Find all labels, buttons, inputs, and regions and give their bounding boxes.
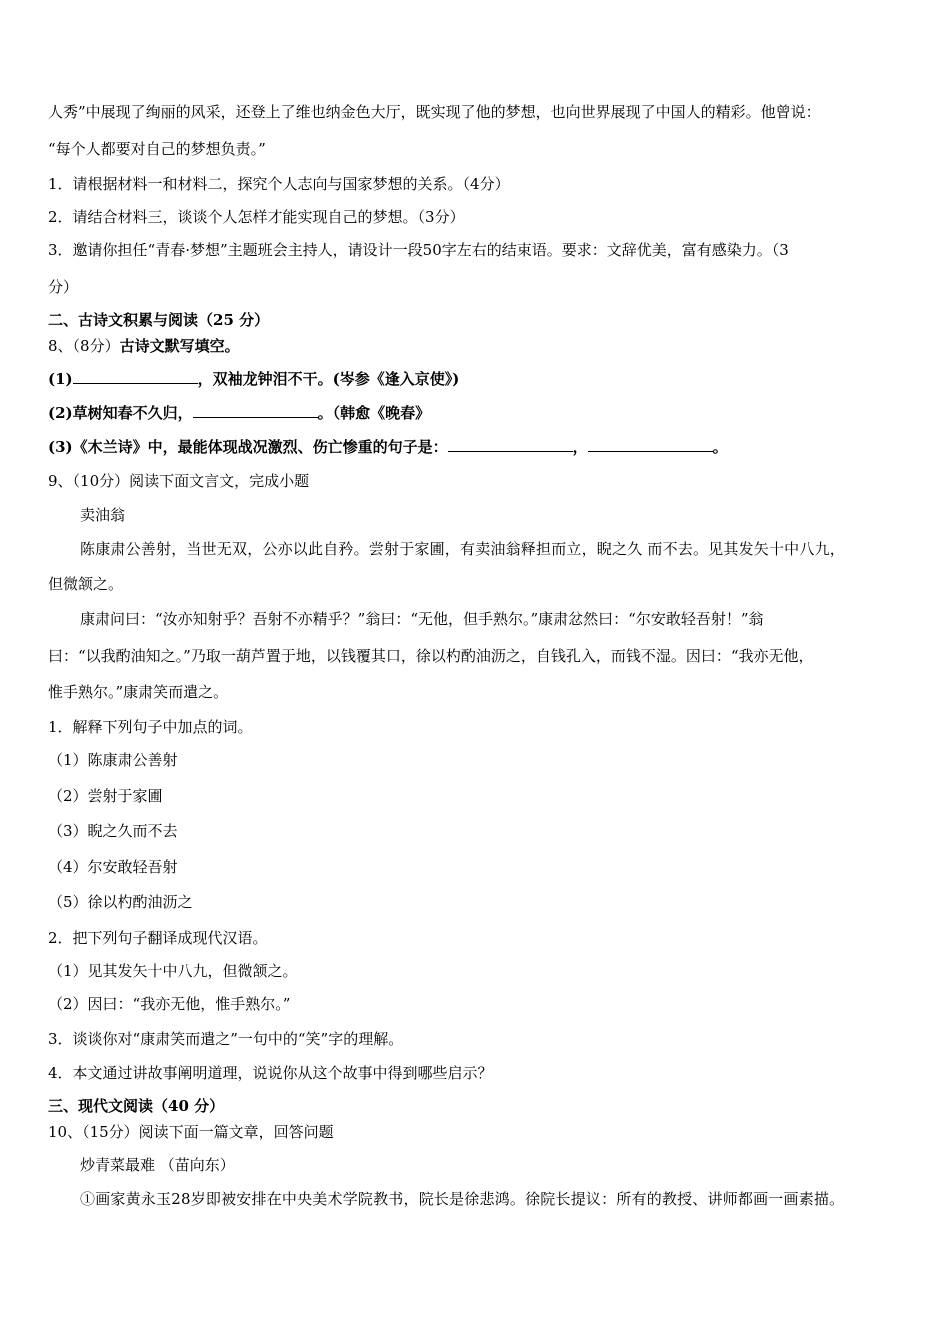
q8-line1-end: ，双袖龙钟泪不干。(岑参《逢入京使》): [197, 370, 460, 388]
q9-sub-1: 1．解释下列句子中加点的词。: [48, 718, 253, 736]
q8-line2-start: (2)草树知春不久归，: [48, 404, 193, 422]
q8-line1-start: (1): [48, 370, 73, 388]
q8-prefix: 8、（8分）: [48, 337, 120, 355]
section-3-title: 三、现代文阅读（40 分）: [48, 1097, 225, 1115]
q8-line-2: [48, 403, 914, 423]
q8-line-3: [48, 437, 914, 457]
q9-passage-line-4: 曰：“以我酌油知之。”乃取一葫芦置于地，以钱覆其口，徐以杓酌油沥之，自钱孔入，而钱不湿。因曰：“我亦无他，: [48, 647, 814, 665]
q9-sub2-item-1: （1）见其发矢十中八九，但微颔之。: [48, 962, 298, 980]
q9-passage-line-1: 陈康肃公善射，当世无双，公亦以此自矜。尝射于家圃，有卖油翁释担而立，睨之久 而不去。见其发矢十中八九，: [80, 540, 845, 558]
section-2-title: 二、古诗文积累与阅读（25 分）: [48, 311, 270, 329]
q9-sub-4: 4．本文通过讲故事阐明道理，说说你从这个故事中得到哪些启示？: [48, 1064, 493, 1082]
answer-blank[interactable]: [448, 437, 573, 452]
q9-passage-title: 卖油翁: [80, 506, 126, 524]
q9-sub1-item-3: （3）睨之久而不去: [48, 822, 178, 840]
q9-sub-2: 2．把下列句子翻译成现代汉语。: [48, 929, 268, 947]
q8-line2-end: 。（韩愈《晚春》: [317, 404, 431, 422]
q7-item-1: 1．请根据材料一和材料二，探究个人志向与国家梦想的关系。（4分）: [48, 175, 510, 193]
q9-sub1-item-4: （4）尔安敢轻吾射: [48, 858, 178, 876]
q10-article-title: 炒青菜最难 （苗向东）: [80, 1156, 235, 1174]
q9-sub-3: 3．谈谈你对“康肃笑而遣之”一句中的“笑”字的理解。: [48, 1030, 404, 1048]
q8-header: [48, 336, 914, 356]
q7-item-2: 2．请结合材料三，谈谈个人怎样才能实现自己的梦想。（3分）: [48, 208, 465, 226]
q8-line3-end: 。: [712, 438, 728, 456]
q7-item-4: 分）: [48, 278, 79, 296]
q9-passage-line-2: 但微颔之。: [48, 575, 124, 593]
q9-sub1-item-2: （2）尝射于家圃: [48, 787, 163, 805]
intro-line-1: 人秀”中展现了绚丽的风采，还登上了维也纳金色大厅，既实现了他的梦想，也向世界展现了中国人的精彩。他曾说：: [48, 103, 821, 121]
q9-sub1-item-1: （1）陈康肃公善射: [48, 751, 178, 769]
q8-line-1: [48, 369, 914, 389]
q8-title: 古诗文默写填空。: [119, 337, 240, 355]
q7-item-3: 3．邀请你担任“青春·梦想”主题班会主持人，请设计一段50字左右的结束语。要求：文辞优美，富有感染力。（3: [48, 241, 789, 259]
q9-passage-line-3: 康肃问曰：“汝亦知射乎？吾射不亦精乎？”翁曰：“无他，但手熟尔。”康肃忿然曰：“尔安敢轻吾射！”翁: [80, 610, 764, 628]
q10-paragraph-1: ①画家黄永玉28岁即被安排在中央美术学院教书，院长是徐悲鸿。徐院长提议：所有的教授、讲师都画一画素描。: [80, 1190, 845, 1208]
answer-blank[interactable]: [588, 437, 713, 452]
q10-header: 10、（15分）阅读下面一篇文章，回答问题: [48, 1123, 334, 1141]
answer-blank[interactable]: [73, 369, 198, 384]
q9-sub2-item-2: （2）因曰：“我亦无他，惟手熟尔。”: [48, 995, 291, 1013]
answer-blank[interactable]: [193, 403, 318, 418]
q9-header: 9、（10分）阅读下面文言文，完成小题: [48, 472, 310, 490]
q9-passage-line-5: 惟手熟尔。”康肃笑而遣之。: [48, 683, 229, 701]
q9-sub1-item-5: （5）徐以杓酌油沥之: [48, 893, 193, 911]
q8-line3-start: (3)《木兰诗》中，最能体现战况激烈、伤亡惨重的句子是：: [48, 438, 448, 456]
q8-line3-mid: ，: [572, 438, 588, 456]
intro-line-2: “每个人都要对自己的梦想负责。”: [48, 140, 266, 158]
